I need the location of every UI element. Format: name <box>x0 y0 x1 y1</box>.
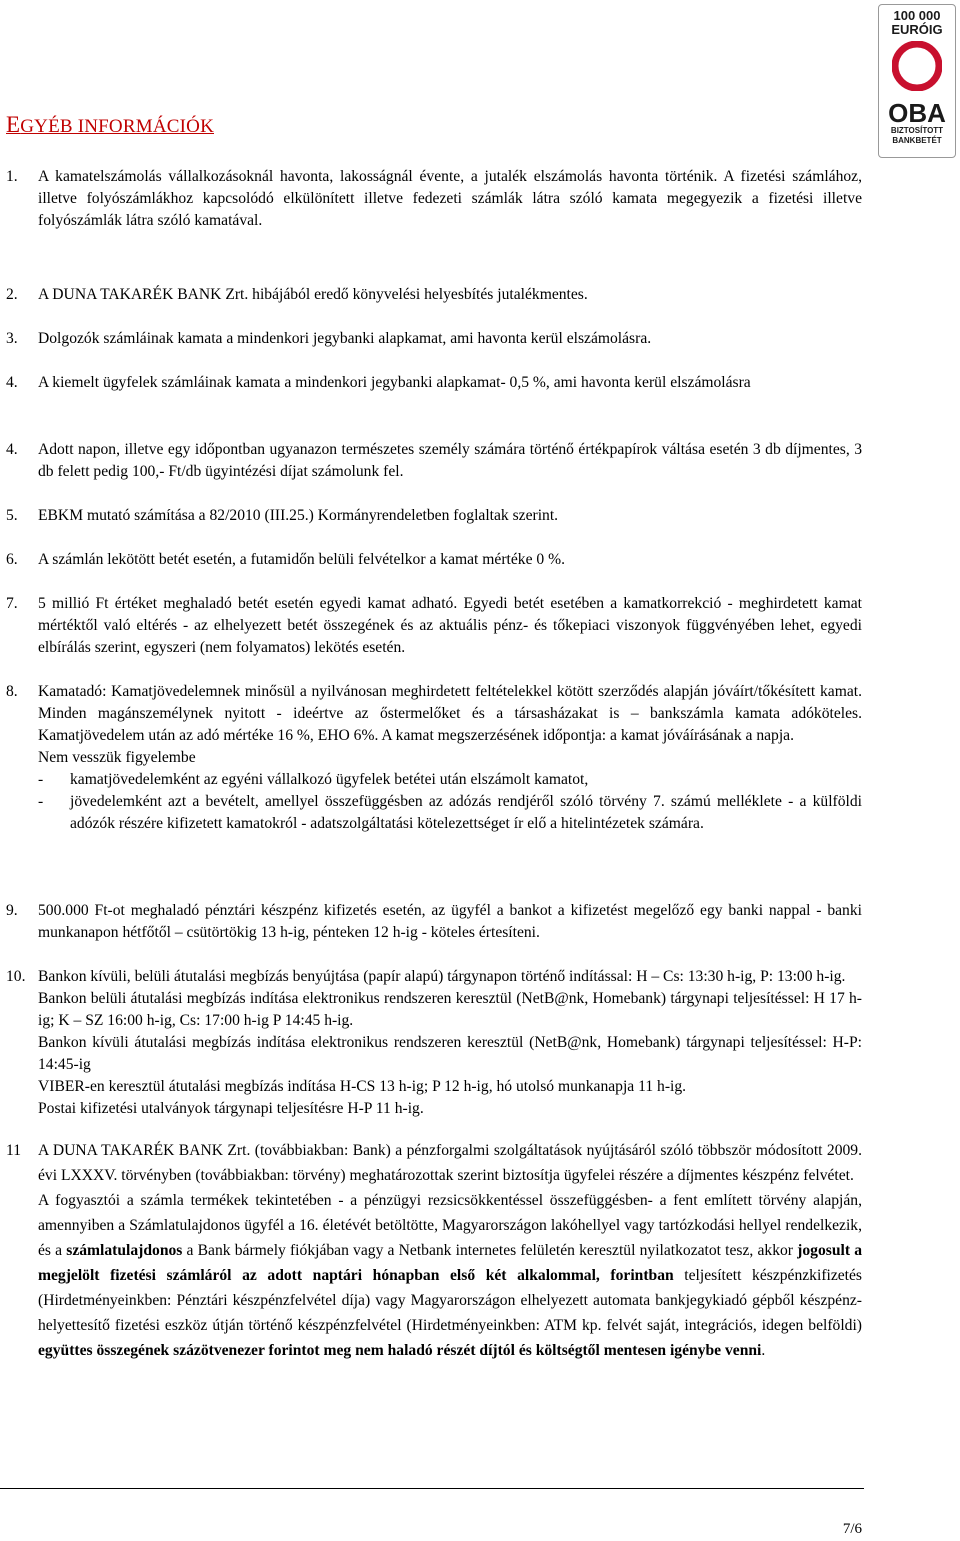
item-number: 5. <box>6 507 18 524</box>
item-text: A kamatelszámolás vállalkozásoknál havonta, lakosságnál évente, a jutalék elszámolás havonta történik. A fizetési számlához, illetve folyószámlákhoz kapcsolódó elkülönített illetve fedezeti számlák látra szóló kamata megegyezik a fizetési illetve folyószámlák látra szóló kamatával. <box>38 168 862 229</box>
text-part: teljesített készpénzkifizetés (Hirdetményeinkben: Pénztári készpénzfelvétel díja) vagy Magyarországon elhelyezett automata bankjegykiadó gépből készpénz-helyettesítő fizetési eszköz útján történő készpénzfelvétel (Hirdetményeinkben: ATM kp. felvét saját, integrációs, idegen belföldi) <box>38 1267 863 1334</box>
oba-ring-icon <box>892 41 942 91</box>
page-number: 7/6 <box>842 1521 862 1537</box>
item-8 <box>0 681 862 835</box>
item-text: EBKM mutató számítása a 82/2010 (III.25.) Kormányrendeletben foglaltak szerint. <box>38 507 559 524</box>
item-10-line: VIBER-en keresztül átutalási megbízás indítása H-CS 13 h-ig; P 12 h-ig, hó utolsó munkanapja 11 h-ig. <box>38 1078 687 1095</box>
title-initial: E <box>6 112 21 137</box>
footer-divider <box>0 1488 864 1489</box>
oba-insurance-badge <box>878 4 956 158</box>
badge-amount: 100 000 <box>893 8 941 23</box>
item-number: 4. <box>6 374 18 391</box>
item-8-bullet <box>0 791 862 835</box>
item-number: 1. <box>6 168 18 185</box>
bold-text: együttes összegének százötvenezer forintot meg nem haladó részét díjtól és költségtől mentesen igénybe venni <box>38 1342 762 1359</box>
item-7 <box>0 593 862 659</box>
bullet-text: jövedelemként azt a bevételt, amellyel összefüggésben az adózás rendjéről szóló törvény 7. számú melléklete - a külföldi adózók részére kifizetett kamatokról - adatszolgáltatási kötelezettséget ír elő a hitelintézetek számára. <box>70 793 862 832</box>
badge-logo: OBA <box>888 98 946 128</box>
item-8-intro: Nem vesszük figyelembe <box>38 749 196 766</box>
item-10 <box>0 966 862 1120</box>
badge-line1: BIZTOSÍTOTT <box>890 126 944 135</box>
bullet-dash: - <box>38 771 44 788</box>
bold-text: jogosult a megjelölt fizetési számláról az adott naptári hónapban első két alkalommal, forintban <box>38 1242 862 1284</box>
bold-text: számlatulajdonos <box>66 1242 183 1259</box>
item-text: 500.000 Ft-ot meghaladó pénztári készpénz kifizetés esetén, az ügyfél a bankot a kifizetést megelőző egy banki nappal - banki munkanapon hétfőtől – csütörtökig 13 h-ig, pénteken 12 h-ig - köteles értesíteni. <box>38 902 862 941</box>
text-part: A fogyasztói a számla termékek tekintetében - a pénzügyi rezsicsökkentéssel összefüggésben- a fent említett törvény alapján, amennyiben a Számlatulajdonos ügyfél a 16. életévét betöltötte, Magyarországon lakóhellyel vagy tartózkodási hellyel rendelkezik, és a <box>38 1192 862 1259</box>
item-3 <box>0 328 862 350</box>
item-number: 7. <box>6 595 18 612</box>
item-5 <box>0 505 862 527</box>
badge-line2: BANKBETÉT <box>892 136 942 145</box>
item-text: Adott napon, illetve egy időpontban ugyanazon természetes személy számára történő értékpapírok váltása esetén 3 db díjmentes, 3 db felett pedig 100,- Ft/db ügyintézési díjat számolunk fel. <box>38 441 862 480</box>
page-title <box>6 114 214 138</box>
item-text: A DUNA TAKARÉK BANK Zrt. hibájából eredő könyvelési helyesbítés jutalékmentes. <box>38 286 588 303</box>
title-rest: GYÉB INFORMÁCIÓK <box>20 116 214 137</box>
item-8-bullet <box>0 769 862 791</box>
item-text: A számlán lekötött betét esetén, a futamidőn belüli felvételkor a kamat mértéke 0 %. <box>38 551 565 568</box>
text-part: a Bank bármely fiókjában vagy a Netbank internetes felületén keresztül nyilatkozatot tesz, akkor <box>182 1242 798 1259</box>
item-9 <box>0 900 862 944</box>
item-number: 8. <box>6 683 18 700</box>
item-number: 6. <box>6 551 18 568</box>
item-text: A kiemelt ügyfelek számláinak kamata a mindenkori jegybanki alapkamat- 0,5 %, ami havonta kerül elszámolásra <box>38 374 751 391</box>
item-text: 5 millió Ft értéket meghaladó betét esetén egyedi kamat adható. Egyedi betét esetében a kamatkorrekció - meghirdetett kamat mértéktől való eltérés - az elhelyezett betét összegének és az aktuális pénz- és tőkepiaci viszonyok függvényében lehet, egyedi elbírálás szerint, egyszeri (nem folyamatos) lekötés esetén. <box>38 595 862 656</box>
item-1 <box>0 166 862 232</box>
item-number: 9. <box>6 902 18 919</box>
item-11 <box>0 1138 862 1363</box>
item-number: 2. <box>6 286 18 303</box>
item-2 <box>0 284 862 306</box>
item-4a <box>0 372 862 394</box>
item-text: A DUNA TAKARÉK BANK Zrt. (továbbiakban: Bank) a pénzforgalmi szolgáltatások nyújtásáról szóló többször módosított 2009. évi LXXXV. törvényben (továbbiakban: törvény) meghatározottak szerint biztosítja ügyfelei részére a díjmentes készpénz felvétet. <box>38 1142 862 1184</box>
badge-currency: EURÓIG <box>891 22 943 37</box>
item-text: Bankon kívüli, belüli átutalási megbízás benyújtása (papír alapú) tárgynapon történő indítással: H – Cs: 13:30 h-ig, P: 13:00 h-ig. <box>38 968 846 985</box>
item-11-paragraph <box>0 1188 862 1363</box>
text-part: . <box>761 1342 766 1359</box>
item-text: Dolgozók számláinak kamata a mindenkori jegybanki alapkamat, ami havonta kerül elszámolásra. <box>38 330 652 347</box>
item-number: 3. <box>6 330 18 347</box>
item-10-line: Postai kifizetési utalványok tárgynapi teljesítésre H-P 11 h-ig. <box>38 1100 424 1117</box>
item-4b <box>0 439 862 483</box>
item-number: 11 <box>6 1142 22 1159</box>
bullet-dash: - <box>38 793 44 810</box>
item-text: Kamatadó: Kamatjövedelemnek minősül a nyilvánosan meghirdetett feltételekkel kötött szerződés alapján jóváírt/tőkésített kamat. Minden magánszemélynek nyitott - ideértve az őstermelőket és a társasházakat is – bankszámla kamata adóköteles. Kamatjövedelem után az adó mértéke 16 %, EHO 6%. A kamat megszerzésének időpontja: a kamat jóváírásának a napja. <box>38 683 862 744</box>
item-10-line: Bankon belüli átutalási megbízás indítása elektronikus rendszeren keresztül (NetB@nk, Homebank) tárgynapi teljesítéssel: H 17 h-ig; K – SZ 16:00 h-ig, Cs: 17:00 h-ig P 14:45 h-ig. <box>38 990 862 1029</box>
item-6 <box>0 549 862 571</box>
item-number: 10. <box>6 968 26 985</box>
item-number: 4. <box>6 441 18 458</box>
bullet-text: kamatjövedelemként az egyéni vállalkozó ügyfelek betétei után elszámolt kamatot, <box>70 771 589 788</box>
item-10-line: Bankon kívüli átutalási megbízás indítása elektronikus rendszeren keresztül (NetB@nk, Homebank) tárgynapi teljesítéssel: H-P: 14:45-ig <box>38 1034 862 1073</box>
